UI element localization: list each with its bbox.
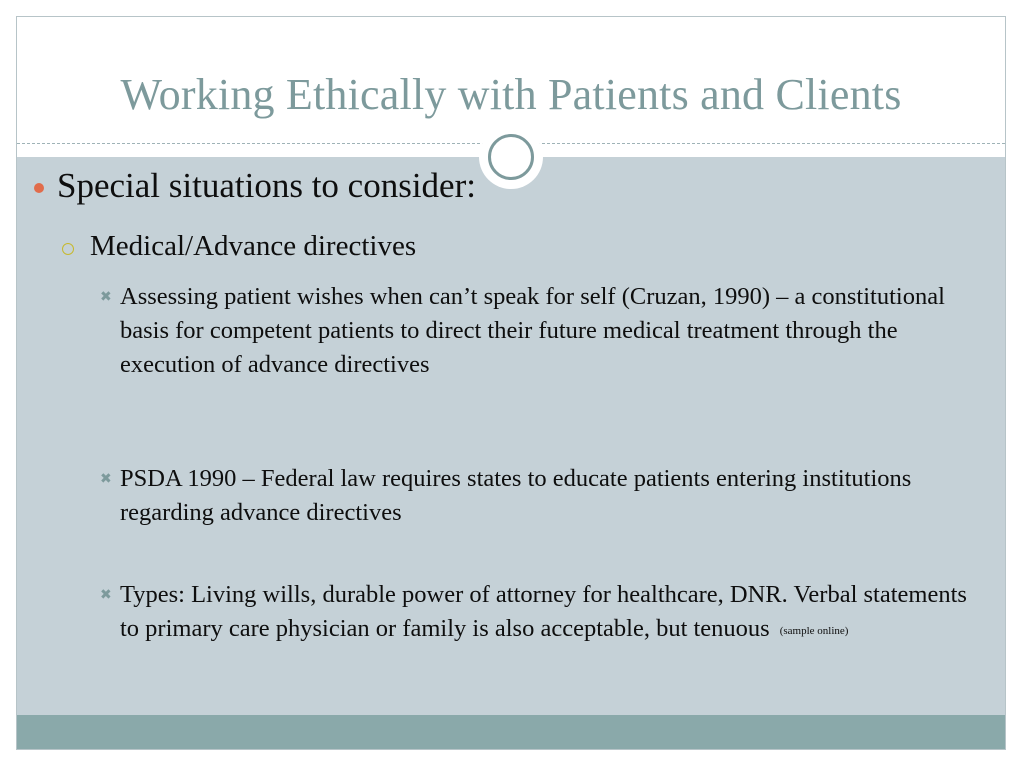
- bullet-level1-text: Special situations to consider:: [57, 166, 476, 205]
- sample-online-note: (sample online): [779, 625, 849, 637]
- x-mark-icon: ✖: [100, 289, 112, 305]
- slide-title: Working Ethically with Patients and Clients: [120, 70, 902, 119]
- bullet-level1: [57, 166, 476, 206]
- hollow-circle-icon: [62, 243, 74, 255]
- bullet-level3-text: Types: Living wills, durable power of attorney for healthcare, DNR. Verbal statements to primary care physician or family is also acceptable, but tenuous: [120, 581, 967, 642]
- bullet-level3-text: Assessing patient wishes when can’t speak for self (Cruzan, 1990) – a constitutional basis for competent patients to direct their future medical treatment through the execution of advance directives: [120, 283, 945, 378]
- ornament-inner-ring: [492, 138, 530, 176]
- x-mark-icon: ✖: [100, 471, 112, 487]
- ring-ornament-icon: [479, 125, 543, 189]
- bullet-level2-text: Medical/Advance directives: [90, 230, 417, 262]
- bullet-level3-item-2: [100, 462, 970, 530]
- filled-circle-icon: [34, 183, 44, 193]
- bullet-level3-text: PSDA 1990 – Federal law requires states to educate patients entering institutions regarding advance directives: [120, 465, 912, 526]
- x-mark-icon: ✖: [100, 587, 112, 603]
- bottom-bar: [17, 715, 1005, 749]
- bullet-level3-item-1: [100, 280, 970, 382]
- bullet-level3-item-3: [100, 578, 970, 648]
- bullet-level2: [90, 230, 416, 263]
